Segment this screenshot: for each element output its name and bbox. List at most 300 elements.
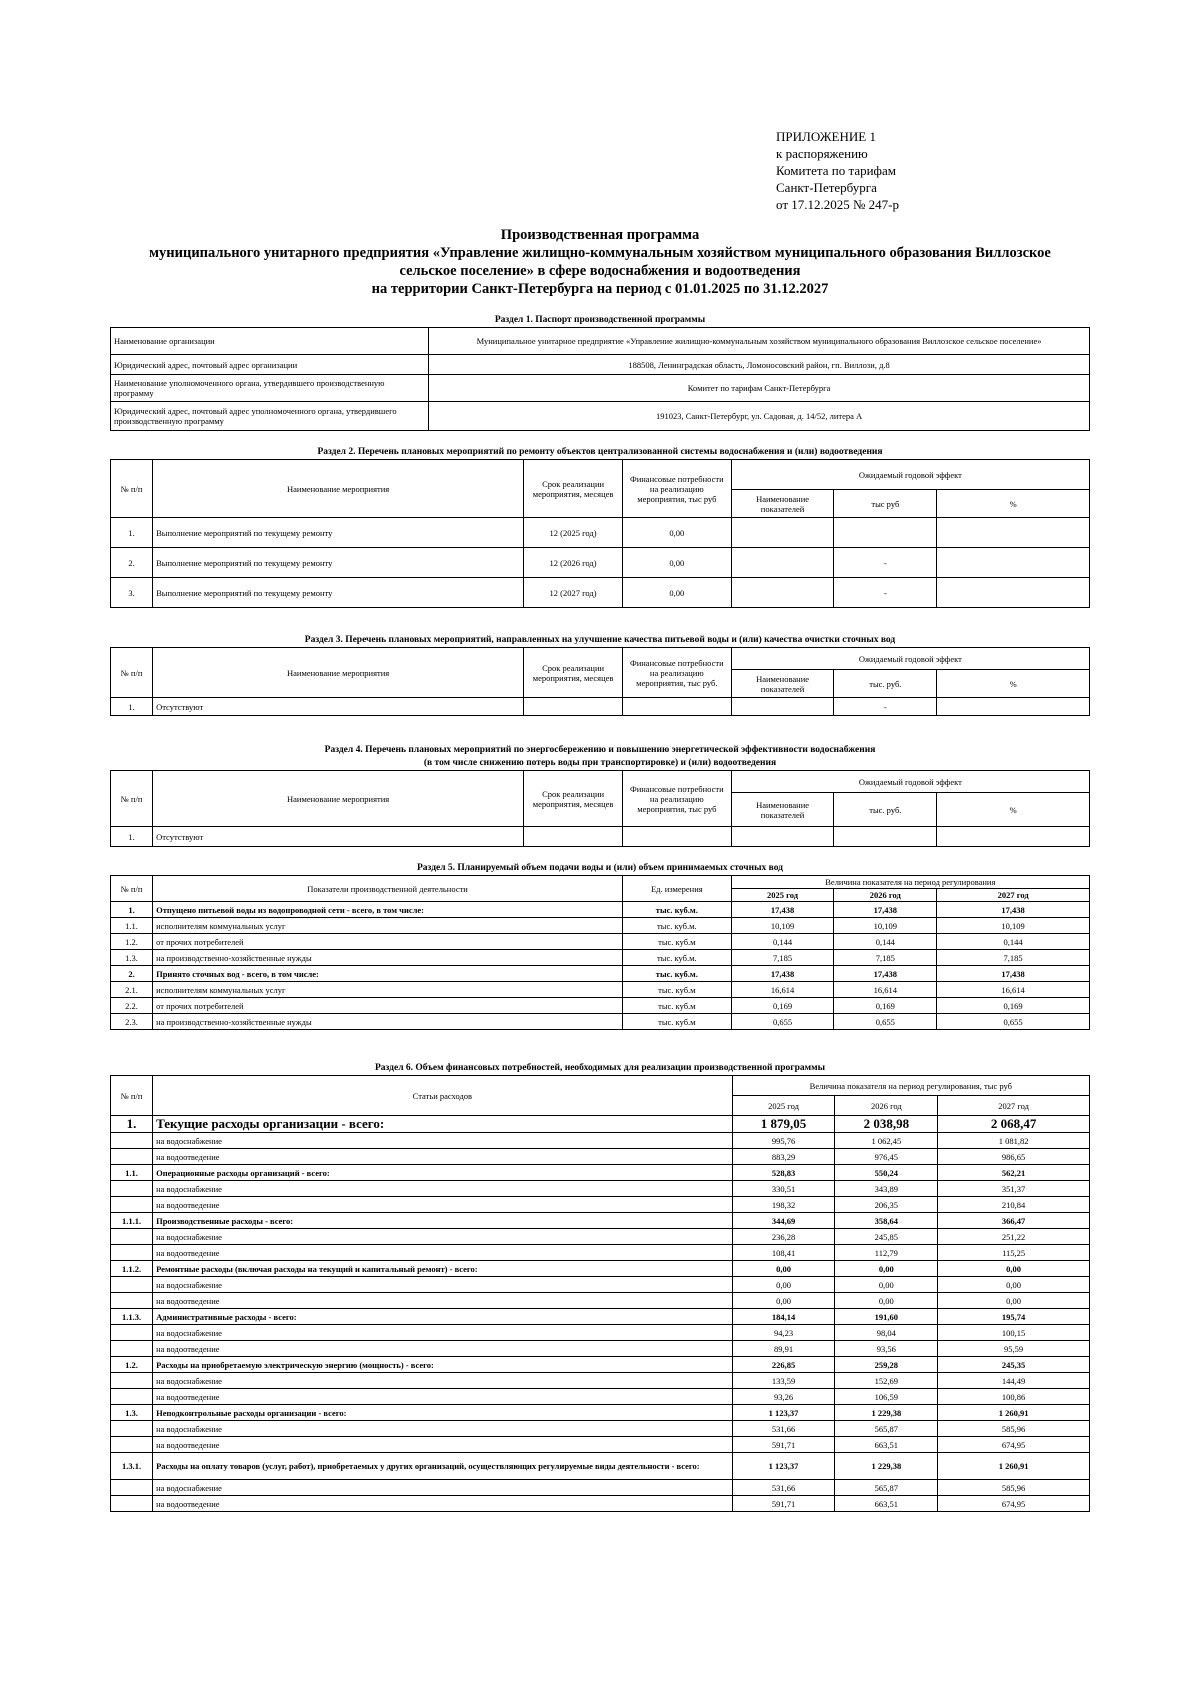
row-name: на водоснабжение [153,1277,733,1293]
row-value-2026: 976,45 [835,1149,938,1165]
row-value-2026: 10,109 [834,918,937,934]
header-values: Величина показателя на период регулирования [731,876,1089,889]
table-row [111,1341,1090,1357]
row-name: на водоотведение [153,1197,733,1213]
row-value-2025: 17,438 [731,902,834,918]
passport-row [111,402,1090,431]
row-num [111,1341,153,1357]
row-rub: - [834,698,937,716]
row-period: 12 (2027 год) [524,578,623,608]
passport-table [110,327,1090,431]
row-num: 1.1.2. [111,1261,153,1277]
row-value-2026: 191,60 [835,1309,938,1325]
table-row [111,934,1090,950]
row-name: на производственно-хозяйственные нужды [153,950,623,966]
row-value-2027: 100,15 [938,1325,1090,1341]
row-value-2026: 0,00 [835,1261,938,1277]
row-unit: тыс. куб.м. [623,918,732,934]
passport-label: Наименование уполномоченного органа, утвердившего производственную программу [111,375,429,402]
row-value-2027: 195,74 [938,1309,1090,1325]
row-unit: тыс. куб.м. [623,902,732,918]
row-value-2027: 585,96 [938,1421,1090,1437]
header-year-2025: 2025 год [732,1096,835,1116]
row-rub [834,518,937,548]
row-value-2027: 2 068,47 [938,1116,1090,1133]
row-name: Производственные расходы - всего: [153,1213,733,1229]
row-num [111,1133,153,1149]
passport-label: Наименование организации [111,328,429,355]
row-value-2027: 245,35 [938,1357,1090,1373]
row-name: на водоснабжение [153,1373,733,1389]
row-name: Операционные расходы организаций - всего: [153,1165,733,1181]
row-value-2025: 883,29 [732,1149,835,1165]
header-name: Наименование мероприятия [153,648,524,698]
row-value-2026: 106,59 [835,1389,938,1405]
row-num [111,1245,153,1261]
row-value-2025: 1 123,37 [732,1453,835,1480]
table-row [111,578,1090,608]
row-num: 2. [111,966,153,982]
table-row [111,1261,1090,1277]
row-value-2026: 0,655 [834,1014,937,1030]
table-row [111,1116,1090,1133]
row-name: исполнителям коммунальных услуг [153,982,623,998]
table-row [111,1389,1090,1405]
row-name: Отпущено питьевой воды из водопроводной сети - всего, в том числе: [153,902,623,918]
row-unit: тыс. куб.м. [623,950,732,966]
row-value-2025: 591,71 [732,1496,835,1512]
attachment-line: к распоряжению [776,146,868,161]
row-value-2027: 251,22 [938,1229,1090,1245]
row-num [111,1389,153,1405]
passport-label: Юридический адрес, почтовый адрес организации [111,355,429,375]
row-value-2026: 0,00 [835,1277,938,1293]
row-value-2026: 112,79 [835,1245,938,1261]
row-value-2025: 1 879,05 [732,1116,835,1133]
row-value-2026: 152,69 [835,1373,938,1389]
row-value-2025: 531,66 [732,1421,835,1437]
row-name: на водоотведение [153,1245,733,1261]
table-row [111,950,1090,966]
section-1-title: Раздел 1. Паспорт производственной программы [494,315,706,325]
header-year-2026: 2026 год [834,889,937,902]
row-num: 2.2. [111,998,153,1014]
row-value-2026: 206,35 [835,1197,938,1213]
header-num: № п/п [111,1076,153,1116]
table-row [111,1373,1090,1389]
table-row [111,1405,1090,1421]
table-row [111,982,1090,998]
row-num [111,1229,153,1245]
header-num: № п/п [111,460,153,518]
header-year-2027: 2027 год [938,1096,1090,1116]
table-row [111,1229,1090,1245]
finance-table [110,1075,1090,1512]
row-num [111,1197,153,1213]
row-value-2026: 343,89 [835,1181,938,1197]
section-3 [110,634,1090,716]
table-row [111,1357,1090,1373]
row-value-2027: 10,109 [937,918,1090,934]
row-num: 1.1.1. [111,1213,153,1229]
title-line: муниципального унитарного предприятия «Управление жилищно-коммунальным хозяйством муниципального образования Виллозское [149,245,1051,261]
row-value-2027: 16,614 [937,982,1090,998]
attachment-line: Санкт-Петербурга [776,180,877,195]
row-value-2025: 16,614 [731,982,834,998]
row-unit: тыс. куб.м. [623,966,732,982]
row-name: Расходы на оплату товаров (услуг, работ), приобретаемых у других организаций, осуществляющих регулируемые виды деятельности - всего: [153,1453,733,1480]
row-value-2027: 0,00 [938,1261,1090,1277]
row-num [111,1496,153,1512]
row-name: на водоснабжение [153,1133,733,1149]
row-value-2026: 1 229,38 [835,1405,938,1421]
row-value-2027: 7,185 [937,950,1090,966]
row-name: на водоснабжение [153,1325,733,1341]
row-value-2026: 17,438 [834,966,937,982]
row-num: 1.1.3. [111,1309,153,1325]
row-value-2025: 89,91 [732,1341,835,1357]
header-year-2026: 2026 год [835,1096,938,1116]
row-num: 2.3. [111,1014,153,1030]
attachment-block [776,128,899,213]
table-row [111,1165,1090,1181]
row-num [111,1421,153,1437]
header-num: № п/п [111,648,153,698]
header-pct: % [937,490,1090,518]
passport-row [111,355,1090,375]
row-num: 1.3.1. [111,1453,153,1480]
table-row [111,1309,1090,1325]
row-value-2027: 366,47 [938,1213,1090,1229]
volume-table [110,875,1090,1030]
table-row [111,966,1090,982]
row-value-2026: 93,56 [835,1341,938,1357]
row-value-2026: 245,85 [835,1229,938,1245]
row-value-2025: 528,83 [732,1165,835,1181]
row-value-2026: 16,614 [834,982,937,998]
section-2-title: Раздел 2. Перечень плановых мероприятий по ремонту объектов централизованной системы водоснабжения и (или) водоотведения [317,447,883,457]
row-num [111,1480,153,1496]
row-name: Неподконтрольные расходы организации - всего: [153,1405,733,1421]
header-values: Величина показателя на период регулирования, тыс руб [732,1076,1089,1096]
row-value-2026: 358,64 [835,1213,938,1229]
table-row [111,1133,1090,1149]
row-name: на водоотведение [153,1496,733,1512]
header-effect: Ожидаемый годовой эффект [731,771,1089,793]
table-row [111,1149,1090,1165]
row-num: 3. [111,578,153,608]
header-unit: Ед. измерения [623,876,732,902]
row-value-2025: 198,32 [732,1197,835,1213]
row-name: на водоотведение [153,1341,733,1357]
row-value-2026: 0,00 [835,1293,938,1309]
row-value-2025: 531,66 [732,1480,835,1496]
title-line: сельское поселение» в сфере водоснабжения и водоотведения [399,263,801,279]
title-line: на территории Санкт-Петербурга на период с 01.01.2025 по 31.12.2027 [371,281,829,297]
row-unit: тыс. куб.м [623,982,732,998]
header-period: Срок реализации мероприятия, месяцев [524,771,623,827]
table-row [111,1245,1090,1261]
row-num [111,1373,153,1389]
row-value-2027: 144,49 [938,1373,1090,1389]
row-value-2025: 236,28 [732,1229,835,1245]
table-row [111,1293,1090,1309]
row-name: на водоснабжение [153,1181,733,1197]
table-row [111,1453,1090,1480]
row-unit: тыс. куб.м [623,934,732,950]
row-value-2026: 1 229,38 [835,1453,938,1480]
row-value-2025: 995,76 [732,1133,835,1149]
row-num [111,1149,153,1165]
section-4-subtitle: (в том числе снижению потерь воды при транспортировке) и (или) водоотведения [423,758,777,768]
row-value-2026: 7,185 [834,950,937,966]
passport-value: Комитет по тарифам Санкт-Петербурга [429,375,1090,402]
row-name: Отсутствуют [153,827,524,847]
passport-value: Муниципальное унитарное предприятие «Управление жилищно-коммунальным хозяйством муниципального образования Виллозское сельское поселение» [429,328,1090,355]
row-value-2025: 0,00 [732,1293,835,1309]
table-row [111,1325,1090,1341]
table-row [111,1197,1090,1213]
row-name: на водоснабжение [153,1421,733,1437]
row-value-2026: 1 062,45 [835,1133,938,1149]
section-5 [110,862,1090,1030]
header-name: Статьи расходов [153,1076,733,1116]
row-name: Выполнение мероприятий по текущему ремонту [153,548,524,578]
row-period: 12 (2026 год) [524,548,623,578]
row-value-2027: 351,37 [938,1181,1090,1197]
row-value-2027: 1 081,82 [938,1133,1090,1149]
table-row [111,698,1090,716]
table-row [111,998,1090,1014]
row-value-2027: 0,655 [937,1014,1090,1030]
row-period: 12 (2025 год) [524,518,623,548]
row-value-2025: 0,169 [731,998,834,1014]
row-name: на водоотведение [153,1437,733,1453]
row-value-2025: 0,655 [731,1014,834,1030]
row-value-2026: 2 038,98 [835,1116,938,1133]
repair-plan-table [110,459,1090,608]
row-name: Выполнение мероприятий по текущему ремонту [153,578,524,608]
passport-label: Юридический адрес, почтовый адрес уполномоченного органа, утвердившего производственную программу [111,402,429,431]
row-rub: - [834,548,937,578]
attachment-line: от 17.12.2025 № 247-р [776,197,899,212]
row-value-2026: 550,24 [835,1165,938,1181]
row-value-2026: 98,04 [835,1325,938,1341]
header-pct: % [937,793,1090,827]
row-value-2025: 94,23 [732,1325,835,1341]
row-value-2026: 17,438 [834,902,937,918]
finance-table-body [111,1116,1090,1512]
row-value-2027: 674,95 [938,1437,1090,1453]
header-indicator: Наименование показателей [731,793,834,827]
row-num: 1. [111,518,153,548]
row-value-2027: 0,144 [937,934,1090,950]
water-quality-table [110,647,1090,716]
table-row [111,1496,1090,1512]
row-value-2027: 17,438 [937,966,1090,982]
header-name: Наименование мероприятия [153,460,524,518]
header-name: Показатели производственной деятельности [153,876,623,902]
row-name: на водоотведение [153,1389,733,1405]
row-unit: тыс. куб.м [623,998,732,1014]
row-value-2027: 0,00 [938,1277,1090,1293]
row-value-2026: 0,169 [834,998,937,1014]
row-finance: 0,00 [623,548,732,578]
row-name: на водоснабжение [153,1229,733,1245]
row-value-2025: 93,26 [732,1389,835,1405]
table-row [111,1181,1090,1197]
row-value-2027: 1 260,91 [938,1405,1090,1421]
row-value-2027: 986,65 [938,1149,1090,1165]
row-value-2027: 115,25 [938,1245,1090,1261]
row-num [111,1293,153,1309]
passport-value: 191023, Санкт-Петербург, ул. Садовая, д. 14/52, литера А [429,402,1090,431]
passport-row [111,375,1090,402]
row-value-2027: 0,169 [937,998,1090,1014]
header-finance: Финансовые потребности на реализацию мероприятия, тыс руб. [623,648,732,698]
row-value-2025: 330,51 [732,1181,835,1197]
table-row [111,548,1090,578]
row-value-2025: 108,41 [732,1245,835,1261]
row-name: на водоотведение [153,1293,733,1309]
row-value-2025: 184,14 [732,1309,835,1325]
row-rub: - [834,578,937,608]
table-row [111,1014,1090,1030]
header-num: № п/п [111,876,153,902]
row-name: Ремонтные расходы (включая расходы на текущий и капитальный ремонт) - всего: [153,1261,733,1277]
row-value-2026: 0,144 [834,934,937,950]
header-year-2025: 2025 год [731,889,834,902]
row-num [111,1325,153,1341]
row-value-2025: 591,71 [732,1437,835,1453]
row-value-2026: 565,87 [835,1480,938,1496]
row-name: Выполнение мероприятий по текущему ремонту [153,518,524,548]
row-num: 1. [111,827,153,847]
attachment-line: ПРИЛОЖЕНИЕ 1 [776,129,876,144]
row-value-2025: 344,69 [732,1213,835,1229]
header-pct: % [937,670,1090,698]
row-num: 1.2. [111,934,153,950]
row-name: на производственно-хозяйственные нужды [153,1014,623,1030]
row-num: 1. [111,1116,153,1133]
row-num [111,1437,153,1453]
row-value-2027: 585,96 [938,1480,1090,1496]
row-value-2025: 10,109 [731,918,834,934]
row-name: Текущие расходы организации - всего: [153,1116,733,1133]
passport-value: 188508, Ленинградская область, Ломоносовский район, гп. Виллози, д.8 [429,355,1090,375]
row-num: 2.1. [111,982,153,998]
section-4-title: Раздел 4. Перечень плановых мероприятий по энергосбережению и повышению энергетической эффективности водоснабжения [324,745,876,755]
row-value-2027: 17,438 [937,902,1090,918]
row-name: от прочих потребителей [153,998,623,1014]
row-num: 1.1. [111,918,153,934]
section-6-title: Раздел 6. Объем финансовых потребностей, необходимых для реализации производственной программы [374,1063,826,1073]
row-value-2027: 674,95 [938,1496,1090,1512]
row-value-2027: 95,59 [938,1341,1090,1357]
header-name: Наименование мероприятия [153,771,524,827]
header-effect: Ожидаемый годовой эффект [731,648,1089,670]
row-value-2025: 1 123,37 [732,1405,835,1421]
row-name: Отсутствуют [153,698,524,716]
volume-table-body [111,902,1090,1030]
row-value-2026: 259,28 [835,1357,938,1373]
row-value-2026: 663,51 [835,1437,938,1453]
row-num: 1.2. [111,1357,153,1373]
row-num: 1. [111,698,153,716]
row-num: 1. [111,902,153,918]
row-value-2026: 663,51 [835,1496,938,1512]
title-line: Производственная программа [500,227,700,243]
row-value-2027: 210,84 [938,1197,1090,1213]
section-4 [110,744,1090,847]
row-value-2025: 0,00 [732,1261,835,1277]
section-5-title: Раздел 5. Планируемый объем подачи воды и (или) объем принимаемых сточных вод [417,863,783,873]
row-value-2025: 0,00 [732,1277,835,1293]
row-value-2027: 562,21 [938,1165,1090,1181]
row-value-2027: 1 260,91 [938,1453,1090,1480]
row-name: Расходы на приобретаемую электрическую энергию (мощность) - всего: [153,1357,733,1373]
row-name: на водоснабжение [153,1480,733,1496]
row-name: Административные расходы - всего: [153,1309,733,1325]
table-row [111,1213,1090,1229]
table-row [111,902,1090,918]
table-row [111,1480,1090,1496]
attachment-line: Комитета по тарифам [776,163,896,178]
row-value-2025: 133,59 [732,1373,835,1389]
row-name: исполнителям коммунальных услуг [153,918,623,934]
row-value-2025: 226,85 [732,1357,835,1373]
header-finance: Финансовые потребности на реализацию мероприятия, тыс руб [623,771,732,827]
header-rub: тыс руб [834,490,937,518]
header-num: № п/п [111,771,153,827]
passport-row [111,328,1090,355]
table-row [111,1277,1090,1293]
row-value-2025: 7,185 [731,950,834,966]
row-value-2027: 0,00 [938,1293,1090,1309]
table-row [111,918,1090,934]
section-1 [110,314,1090,431]
row-num [111,1277,153,1293]
row-unit: тыс. куб.м [623,1014,732,1030]
section-2 [110,446,1090,608]
row-value-2026: 565,87 [835,1421,938,1437]
table-row [111,518,1090,548]
document-title [110,226,1090,298]
section-3-title: Раздел 3. Перечень плановых мероприятий, направленных на улучшение качества питьевой воды и (или) качества очистки сточных вод [304,635,896,645]
row-name: Принято сточных вод - всего, в том числе: [153,966,623,982]
row-value-2025: 0,144 [731,934,834,950]
header-finance: Финансовые потребности на реализацию мероприятия, тыс руб [623,460,732,518]
header-period: Срок реализации мероприятия, месяцев [524,648,623,698]
header-indicator: Наименование показателей [731,490,834,518]
table-row [111,827,1090,847]
header-rub: тыс. руб. [834,793,937,827]
row-name: на водоотведение [153,1149,733,1165]
header-effect: Ожидаемый годовой эффект [731,460,1089,490]
row-num: 1.3. [111,950,153,966]
header-year-2027: 2027 год [937,889,1090,902]
row-num: 1.3. [111,1405,153,1421]
table-row [111,1421,1090,1437]
section-6 [110,1062,1090,1512]
row-value-2025: 17,438 [731,966,834,982]
row-finance: 0,00 [623,518,732,548]
header-period: Срок реализации мероприятия, месяцев [524,460,623,518]
row-value-2027: 100,86 [938,1389,1090,1405]
row-num: 1.1. [111,1165,153,1181]
table-row [111,1437,1090,1453]
row-name: от прочих потребителей [153,934,623,950]
